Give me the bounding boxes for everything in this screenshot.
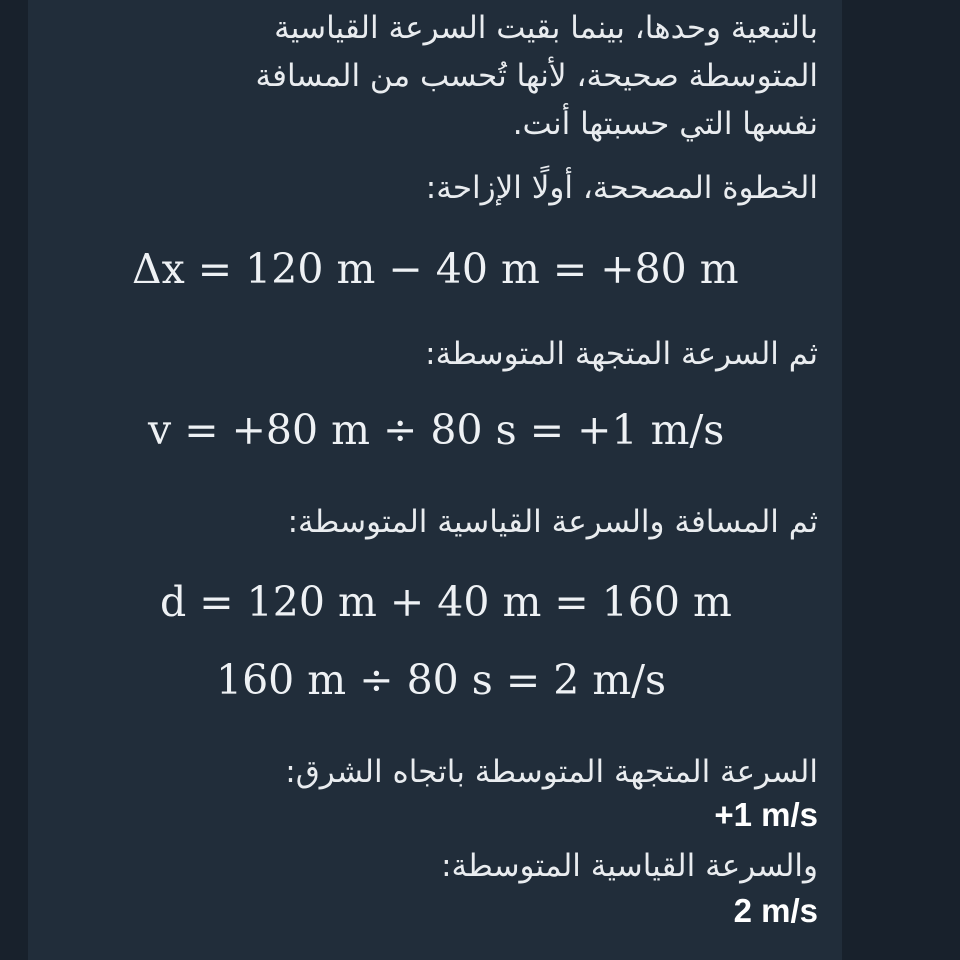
equation-distance: d = 120 m + 40 m = 160 m xyxy=(160,578,732,626)
result-speed-label: والسرعة القياسية المتوسطة: xyxy=(441,848,818,884)
step1-heading: الخطوة المصححة، أولًا الإزاحة: xyxy=(425,170,818,206)
result-velocity-label: السرعة المتجهة المتوسطة باتجاه الشرق: xyxy=(285,754,818,790)
intro-line-3: نفسها التي حسبتها أنت. xyxy=(512,106,818,142)
equation-displacement: Δx = 120 m − 40 m = +80 m xyxy=(132,245,739,293)
intro-line-1: بالتبعية وحدها، بينما بقيت السرعة القياسية xyxy=(274,10,818,46)
intro-paragraph xyxy=(256,4,818,148)
result-velocity-value: +1 m/s xyxy=(714,796,818,833)
step2-heading: ثم السرعة المتجهة المتوسطة: xyxy=(425,336,818,372)
equation-velocity: v = +80 m ÷ 80 s = +1 m/s xyxy=(148,406,725,454)
intro-line-2: المتوسطة صحيحة، لأنها تُحسب من المسافة xyxy=(255,58,818,94)
equation-speed: 160 m ÷ 80 s = 2 m/s xyxy=(216,656,667,704)
step3-heading: ثم المسافة والسرعة القياسية المتوسطة: xyxy=(287,504,818,540)
result-speed-value: 2 m/s xyxy=(733,892,818,929)
